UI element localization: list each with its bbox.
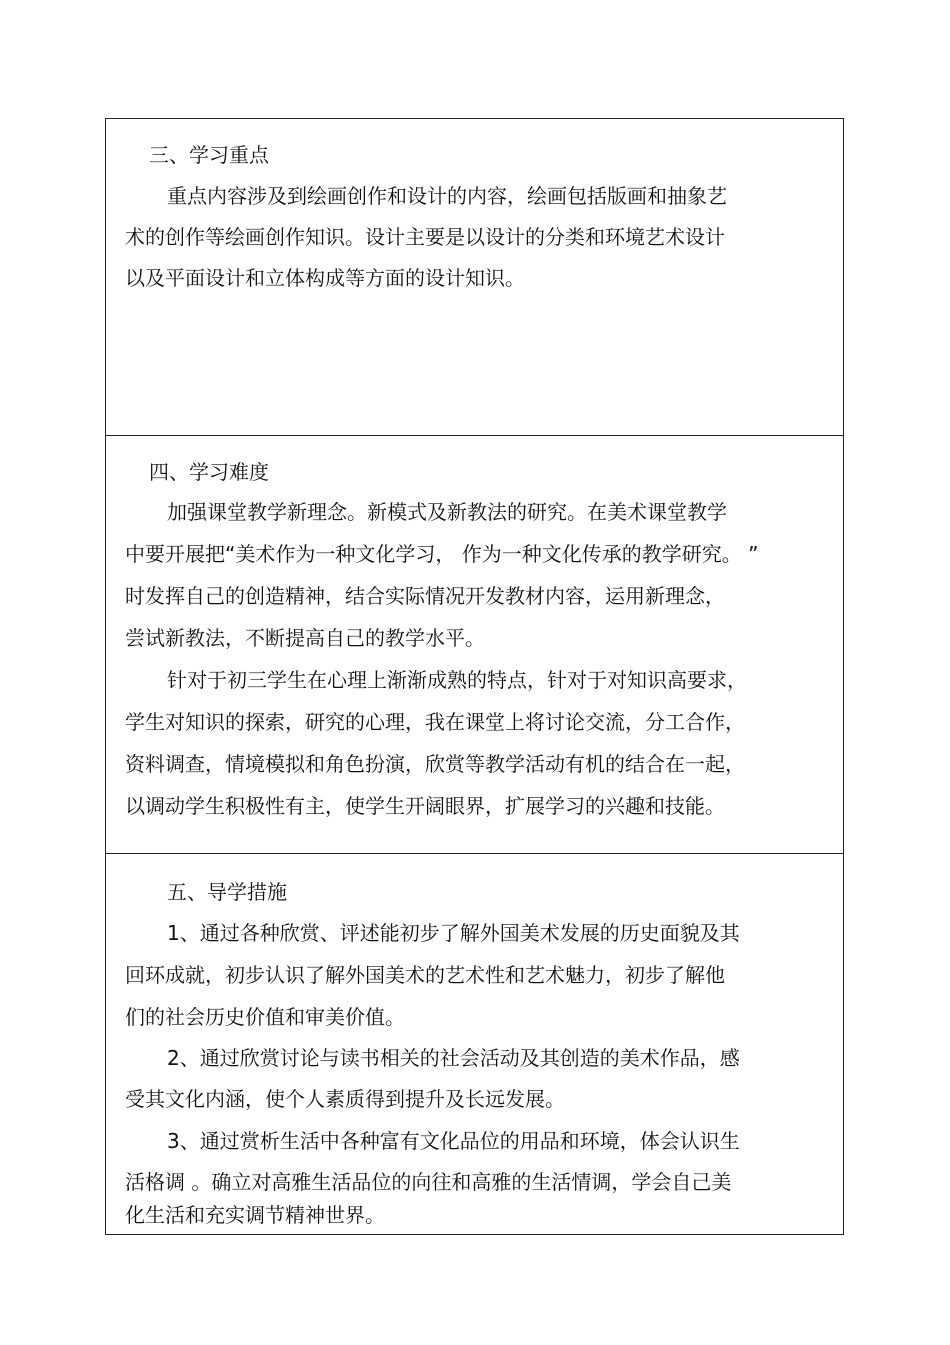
paragraph-line: 学生对知识的探索，研究的心理，我在课堂上将讨论交流，分工合作， bbox=[125, 710, 745, 734]
section-heading: 四、学习难度 bbox=[149, 460, 269, 484]
paragraph-line: 以及平面设计和立体构成等方面的设计知识。 bbox=[125, 266, 525, 290]
paragraph-line: 以调动学生积极性有主，使学生开阔眼界，扩展学习的兴趣和技能。 bbox=[125, 794, 725, 818]
paragraph-line: 时发挥自己的创造精神，结合实际情况开发教材内容，运用新理念， bbox=[125, 584, 725, 608]
section-key-points bbox=[106, 119, 843, 435]
paragraph-line: 2、通过欣赏讨论与读书相关的社会活动及其创造的美术作品，感 bbox=[167, 1046, 740, 1070]
section-heading: 三、学习重点 bbox=[149, 143, 269, 167]
paragraph-line: 活格调 。确立对高雅生活品位的向往和高雅的生活情调，学会自己美 bbox=[125, 1170, 732, 1194]
paragraph-line: 针对于初三学生在心理上渐渐成熟的特点，针对于对知识高要求， bbox=[167, 668, 747, 692]
paragraph-line: 受其文化内涵，使个人素质得到提升及长远发展。 bbox=[125, 1087, 565, 1111]
paragraph-line: 资料调查，情境模拟和角色扮演，欣赏等教学活动有机的结合在一起， bbox=[125, 752, 745, 776]
paragraph-line: 们的社会历史价值和审美价值。 bbox=[125, 1005, 405, 1029]
section-heading: 五、导学措施 bbox=[167, 880, 287, 904]
paragraph-line: 3、通过赏析生活中各种富有文化品位的用品和环境，体会认识生 bbox=[167, 1129, 740, 1153]
paragraph-line: 中要开展把“美术作为一种文化学习， 作为一种文化传承的教学研究。 ” bbox=[125, 542, 759, 566]
section-difficulty bbox=[106, 435, 843, 853]
paragraph-line: 术的创作等绘画创作知识。设计主要是以设计的分类和环境艺术设计 bbox=[125, 225, 725, 249]
paragraph-line: 1、通过各种欣赏、评述能初步了解外国美术发展的历史面貌及其 bbox=[167, 921, 740, 945]
paragraph-line: 加强课堂教学新理念。新模式及新教法的研究。在美术课堂教学 bbox=[167, 500, 727, 524]
content-table bbox=[105, 118, 844, 1235]
paragraph-line: 尝试新教法，不断提高自己的教学水平。 bbox=[125, 626, 485, 650]
section-guidance-measures bbox=[106, 853, 843, 1235]
paragraph-line: 化生活和充实调节精神世界。 bbox=[125, 1203, 385, 1227]
paragraph-line: 回环成就，初步认识了解外国美术的艺术性和艺术魅力，初步了解他 bbox=[125, 963, 725, 987]
paragraph-line: 重点内容涉及到绘画创作和设计的内容，绘画包括版画和抽象艺 bbox=[167, 184, 727, 208]
